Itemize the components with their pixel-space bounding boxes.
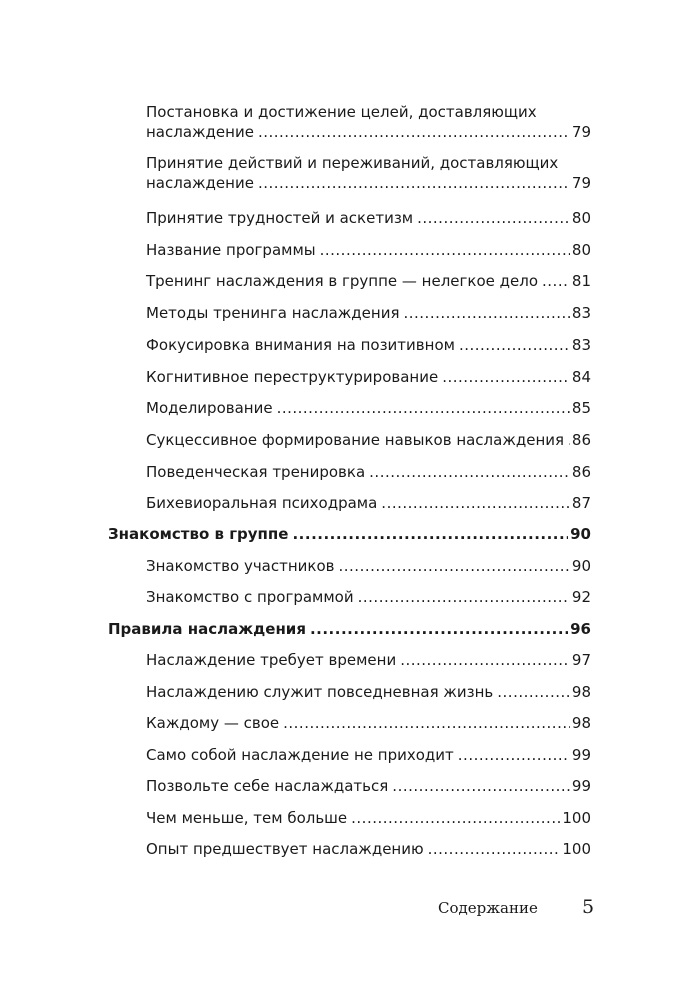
- toc-entry-page: 90: [571, 557, 591, 575]
- toc-entry-page: 87: [571, 494, 591, 512]
- toc-entry: [146, 682, 591, 702]
- toc-entry-page: 98: [571, 683, 591, 701]
- toc-entry-title: Когнитивное переструктурирование: [146, 368, 439, 386]
- dot-leader: [283, 713, 570, 733]
- dot-leader: [428, 839, 561, 859]
- toc-entry-title: Принятие трудностей и аскетизм: [146, 209, 414, 227]
- toc-entry: [146, 839, 591, 859]
- toc-entry-page: 98: [571, 714, 591, 732]
- dot-leader: [358, 587, 570, 607]
- toc-entry-title: Тренинг наслаждения в группе — нелегкое дело: [146, 272, 539, 290]
- toc-entry: [146, 102, 591, 142]
- toc-entry-title: Бихевиоральная психодрама: [146, 494, 378, 512]
- toc-entry-page: 83: [571, 336, 591, 354]
- dot-leader: [258, 122, 570, 142]
- running-footer-section: Содержание: [438, 899, 538, 917]
- toc-entry-page: 86: [571, 463, 591, 481]
- toc-entry-page: 100: [562, 809, 591, 827]
- dot-leader: [417, 208, 570, 228]
- toc-entry-title: Позвольте себе наслаждаться: [146, 777, 389, 795]
- toc-entry: [146, 745, 591, 765]
- dot-leader: [392, 776, 570, 796]
- toc-entry-title: наслаждение: [146, 174, 254, 192]
- toc-entry-title: Наслаждение требует времени: [146, 651, 397, 669]
- toc-entry-title: Опыт предшествует наслаждению: [146, 840, 424, 858]
- dot-leader: [258, 173, 570, 193]
- toc-entry-title: Знакомство участников: [146, 557, 335, 575]
- toc-entry-page: 84: [571, 368, 591, 386]
- toc-entry: [146, 493, 591, 513]
- dot-leader: [339, 556, 570, 576]
- toc-chapter-entry: [108, 524, 591, 544]
- toc-entry: [146, 587, 591, 607]
- dot-leader: [369, 462, 570, 482]
- dot-leader: [403, 303, 569, 323]
- toc-entry: [146, 650, 591, 670]
- page-number: 5: [582, 896, 595, 918]
- toc-chapter-title: Знакомство в группе: [108, 525, 289, 543]
- dot-leader: [310, 619, 568, 639]
- toc-entry-title-line1: Постановка и достижение целей, доставляющих: [146, 103, 537, 121]
- toc-entry-page: 79: [571, 174, 591, 192]
- toc-entry: [146, 335, 591, 355]
- toc-entry-page: 83: [571, 304, 591, 322]
- toc-entry-title: Методы тренинга наслаждения: [146, 304, 400, 322]
- toc-entry: [146, 303, 591, 323]
- toc-entry: [146, 430, 591, 450]
- toc-entry-page: 99: [571, 746, 591, 764]
- dot-leader: [459, 335, 570, 355]
- toc-entry-page: 99: [571, 777, 591, 795]
- toc-entry: [146, 398, 591, 418]
- toc-entry-page: 97: [571, 651, 591, 669]
- dot-leader: [568, 430, 570, 450]
- toc-entry-title: Моделирование: [146, 399, 273, 417]
- toc-chapter-page: 96: [570, 620, 591, 638]
- toc-chapter-title: Правила наслаждения: [108, 620, 306, 638]
- toc-entry-title: Сукцессивное формирование навыков наслаждения: [146, 431, 565, 449]
- toc-entry-title: Название программы: [146, 241, 316, 259]
- toc-entry-title: Чем меньше, тем больше: [146, 809, 348, 827]
- toc-entry: [146, 713, 591, 733]
- toc-entry: [146, 271, 591, 291]
- toc-entry-title: наслаждение: [146, 123, 254, 141]
- toc-entry-page: 81: [571, 272, 591, 290]
- dot-leader: [277, 398, 570, 418]
- toc-entry: [146, 776, 591, 796]
- toc-entry-title: Знакомство с программой: [146, 588, 354, 606]
- toc-entry-page: 100: [562, 840, 591, 858]
- toc-entry-page: 85: [571, 399, 591, 417]
- toc-entry-title-line1: Принятие действий и переживаний, доставляющих: [146, 154, 559, 172]
- toc-entry-title: Каждому — свое: [146, 714, 280, 732]
- dot-leader: [400, 650, 570, 670]
- toc-entry-page: 80: [571, 241, 591, 259]
- dot-leader: [320, 240, 570, 260]
- dot-leader: [292, 524, 568, 544]
- dot-leader: [351, 808, 560, 828]
- dot-leader: [497, 682, 570, 702]
- toc-entry-page: 79: [571, 123, 591, 141]
- toc-chapter-entry: [108, 619, 591, 639]
- toc-entry-page: 92: [571, 588, 591, 606]
- toc-entry: [146, 208, 591, 228]
- toc-chapter-page: 90: [570, 525, 591, 543]
- toc-entry-page: 86: [571, 431, 591, 449]
- toc-entry: [146, 462, 591, 482]
- toc-entry-page: 80: [571, 209, 591, 227]
- toc-entry-title: Фокусировка внимания на позитивном: [146, 336, 455, 354]
- dot-leader: [442, 367, 570, 387]
- toc-entry: [146, 556, 591, 576]
- toc-entry-title: Наслаждению служит повседневная жизнь: [146, 683, 494, 701]
- toc-entry: [146, 808, 591, 828]
- toc-entry: [146, 240, 591, 260]
- toc-entry-title: Поведенческая тренировка: [146, 463, 366, 481]
- toc-entry-title: Само собой наслаждение не приходит: [146, 746, 454, 764]
- dot-leader: [381, 493, 570, 513]
- dot-leader: [542, 271, 570, 291]
- toc-entry: [146, 153, 591, 193]
- toc-entry: [146, 367, 591, 387]
- dot-leader: [458, 745, 570, 765]
